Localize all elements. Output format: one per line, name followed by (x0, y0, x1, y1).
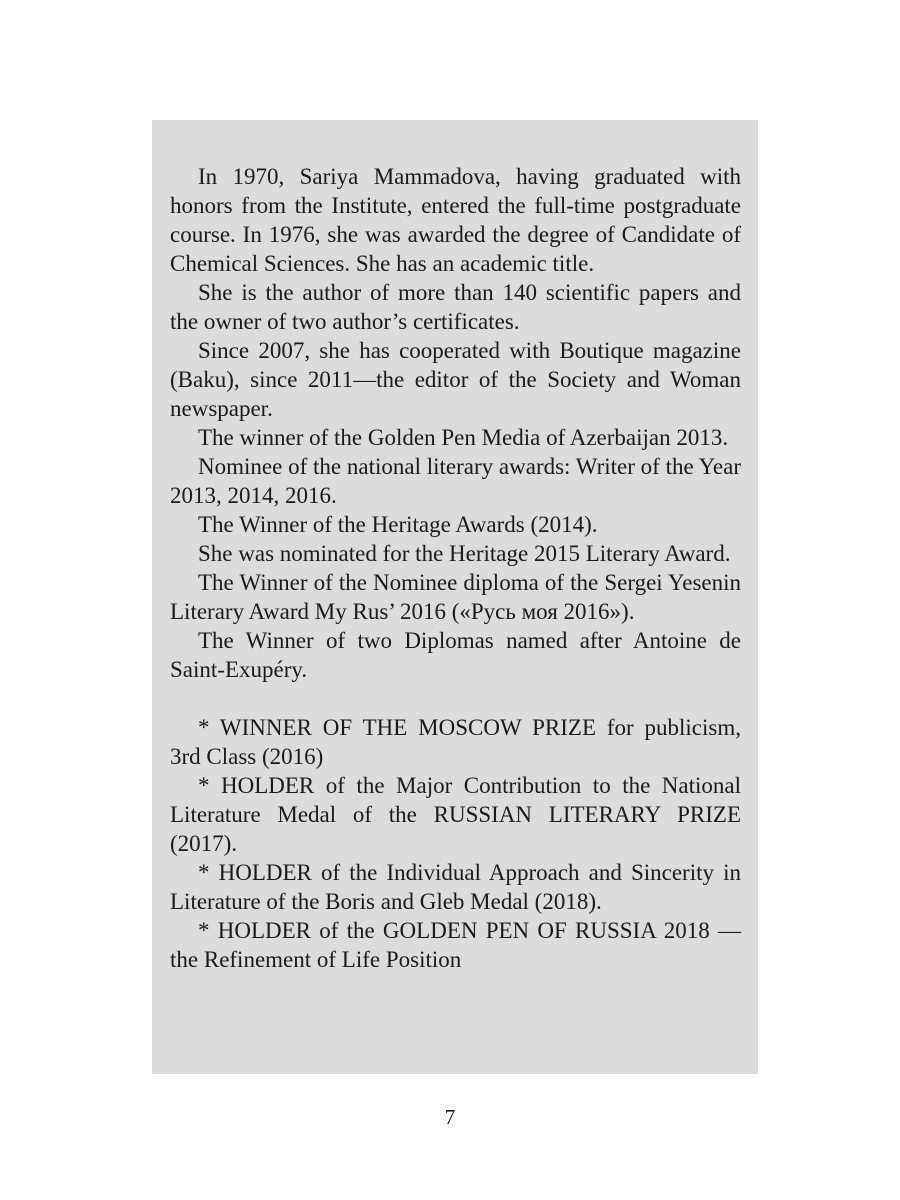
text-panel (152, 120, 758, 1074)
section-spacer (170, 684, 741, 713)
honor-moscow-prize: * WINNER OF THE MOSCOW PRIZE for publicism, 3rd Class (2016) (170, 715, 741, 769)
paragraph-yesenin-award: The Winner of the Nominee diploma of the Sergei Yesenin Literary Award My Rus’ 2016 («Русь моя 2016»). (170, 570, 741, 624)
honor-russian-literary-prize: * HOLDER of the Major Contribution to the National Literature Medal of the RUSSIAN LITERARY PRIZE (2017). (170, 773, 741, 856)
paragraph-heritage-2015: She was nominated for the Heritage 2015 Literary Award. (198, 541, 731, 566)
paragraph-heritage-awards: The Winner of the Heritage Awards (2014). (198, 512, 598, 537)
paragraph-nominee-writer-of-year: Nominee of the national literary awards: Writer of the Year 2013, 2014, 2016. (170, 454, 741, 508)
page-number: 7 (444, 1105, 456, 1129)
paragraph-education: In 1970, Sariya Mammadova, having graduated with honors from the Institute, entered the full-time postgraduate course. In 1976, she was awarded the degree of Candidate of Chemical Sciences. She has an academic title. (170, 164, 741, 276)
honor-boris-gleb-medal: * HOLDER of the Individual Approach and Sincerity in Literature of the Boris and Gleb Medal (2018). (170, 860, 741, 914)
honor-golden-pen-russia: * HOLDER of the GOLDEN PEN OF RUSSIA 2018 — the Refinement of Life Position (170, 918, 741, 972)
paragraph-publications: She is the author of more than 140 scientific papers and the owner of two author’s certificates. (170, 280, 741, 334)
paragraph-golden-pen-media: The winner of the Golden Pen Media of Azerbaijan 2013. (198, 425, 729, 450)
paragraph-saint-exupery: The Winner of two Diplomas named after Antoine de Saint-Exupéry. (170, 628, 741, 682)
paragraph-editorial: Since 2007, she has cooperated with Boutique magazine (Baku), since 2011—the editor of the Society and Woman newspaper. (170, 338, 741, 421)
